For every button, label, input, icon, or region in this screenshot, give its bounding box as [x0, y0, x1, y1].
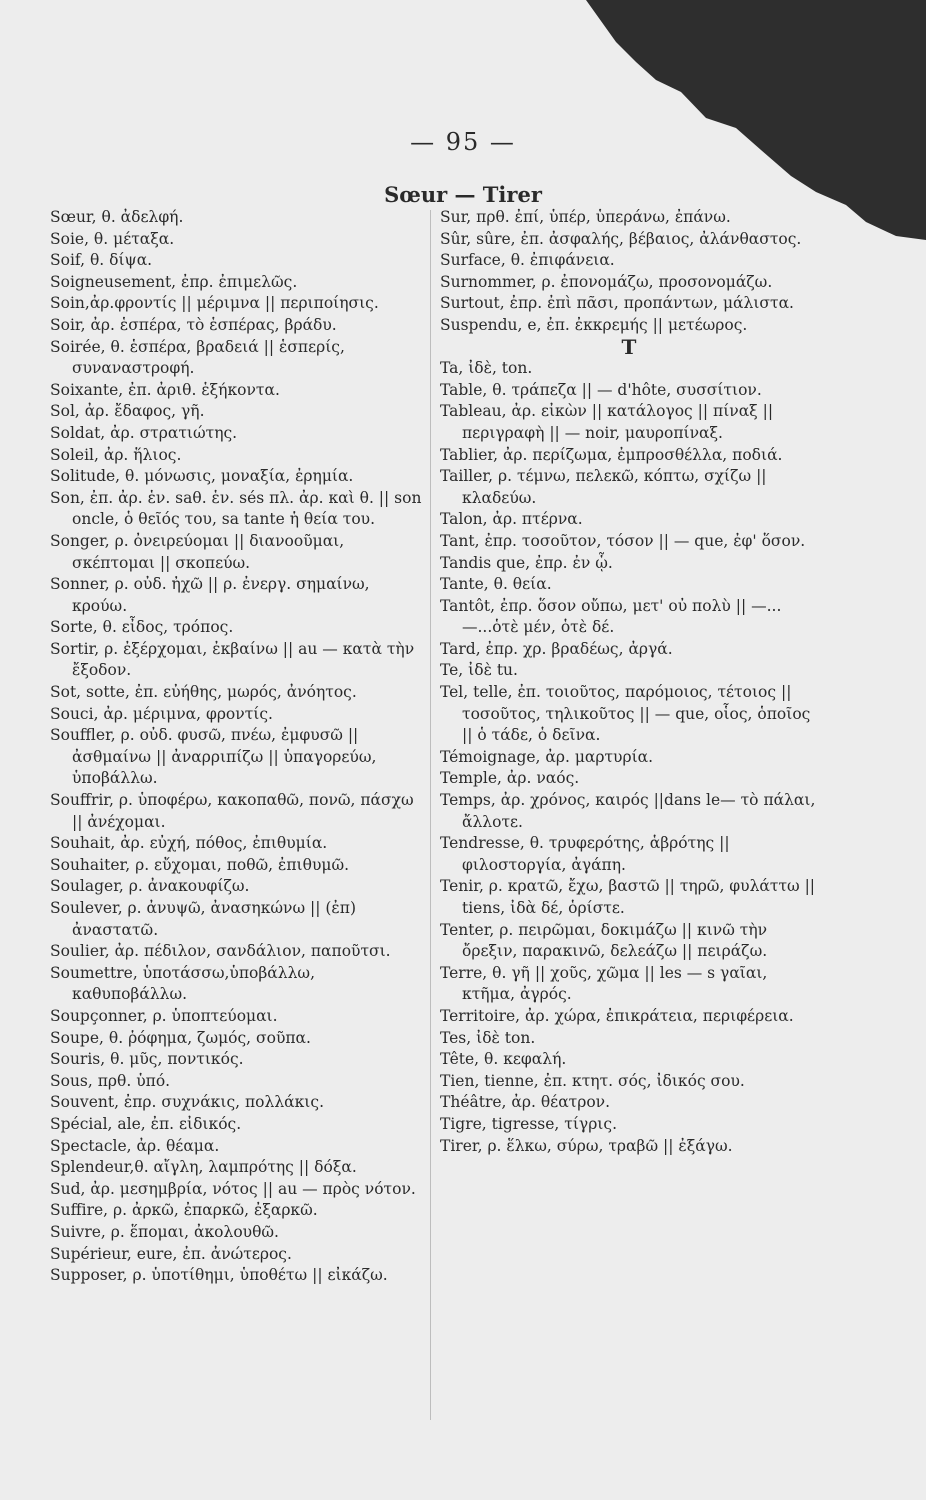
entry: Soie, θ. μέταξα. [50, 229, 175, 248]
entry: Tête, θ. κεφαλή. [440, 1050, 567, 1069]
entry: Temple, ἀρ. ναός. [440, 769, 580, 788]
entry: Soixante, ἐπ. ἀριθ. ἑξήκοντα. [50, 380, 280, 399]
column-divider [430, 210, 431, 1420]
entry: Souris, θ. μῦς, ποντικός. [50, 1050, 244, 1069]
entry: Soldat, ἀρ. στρατιώτης. [50, 423, 238, 442]
entry: Supposer, ρ. ὑποτίθημι, ὑποθέτω || εἰκάζω. [50, 1266, 388, 1285]
entry: Sorte, θ. εἶδος, τρόπος. [50, 618, 234, 637]
entry: Tes, ἰδὲ ton. [440, 1028, 536, 1047]
entry: Tant, ἐπρ. τοσοῦτον, τόσον || — que, ἐφ' ὅσον. [440, 531, 806, 550]
entry: Tenir, ρ. κρατῶ, ἔχω, βαστῶ || τηρῶ, φυλάττω || tiens, ἰδὰ δέ, ὁρίστε. [440, 877, 816, 917]
right-column [440, 207, 818, 1157]
entry: Tantôt, ἐπρ. ὅσον οὔπω, μετ' οὐ πολὺ || —...—...ὁτὲ μέν, ὁτὲ δέ. [440, 596, 782, 637]
entry: Son, ἐπ. ἀρ. ἑν. saθ. ἑν. sés πλ. ἀρ. καὶ θ. || son oncle, ὁ θεῖός του, sa tante ἡ θεία του. [50, 488, 422, 529]
entry: Soif, θ. δίψα. [50, 251, 153, 270]
entry: Soulier, ἀρ. πέδιλον, σανδάλιον, παποῦτσι. [50, 942, 391, 961]
left-column [50, 207, 422, 1287]
entry: Souhaiter, ρ. εὔχομαι, ποθῶ, ἐπιθυμῶ. [50, 855, 350, 874]
entry: Te, ἰδὲ tu. [440, 661, 518, 680]
entry: Territoire, ἀρ. χώρα, ἐπικράτεια, περιφέρεια. [440, 1006, 794, 1025]
entry: Suffire, ρ. ἀρκῶ, ἐπαρκῶ, ἐξαρκῶ. [50, 1201, 318, 1220]
entry: Supérieur, eure, ἐπ. ἀνώτερος. [50, 1244, 292, 1263]
entry: Suivre, ρ. ἕπομαι, ἀκολουθῶ. [50, 1222, 279, 1241]
entry: Soupçonner, ρ. ὑποπτεύομαι. [50, 1006, 278, 1025]
entry: Spectacle, ἀρ. θέαμα. [50, 1136, 220, 1155]
entry: Sortir, ρ. ἐξέρχομαι, ἐκβαίνω || au — κατὰ τὴν ἔξοδον. [50, 639, 415, 680]
entry: Ta, ἰδὲ, ton. [440, 359, 533, 378]
entry: Tandis que, ἐπρ. ἐν ᾧ. [440, 553, 613, 572]
entry: Surtout, ἐπρ. ἐπὶ πᾶσι, προπάντων, μάλιστα. [440, 294, 794, 313]
entry: Sur, πρθ. ἐπί, ὑπέρ, ὑπεράνω, ἐπάνω. [440, 208, 731, 226]
entry: Splendeur,θ. αἴγλη, λαμπρότης || δόξα. [50, 1158, 357, 1177]
entry: Souffrir, ρ. ὑποφέρω, κακοπαθῶ, πονῶ, πάσχω || ἀνέχομαι. [50, 791, 414, 831]
entry: Sonner, ρ. οὐδ. ἠχῶ || ρ. ἐνεργ. σημαίνω, κρούω. [50, 575, 370, 615]
entry: Spécial, ale, ἐπ. εἰδικός. [50, 1114, 242, 1133]
entry: Tenter, ρ. πειρῶμαι, δοκιμάζω || κινῶ τὴν ὄρεξιν, παρακινῶ, δελεάζω || πειράζω. [440, 920, 768, 961]
entry: Souhait, ἀρ. εὐχή, πόθος, ἐπιθυμία. [50, 834, 328, 853]
entry: Tard, ἐπρ. χρ. βραδέως, ἀργά. [440, 639, 673, 658]
entry: Tante, θ. θεία. [440, 575, 552, 594]
entry: Soulever, ρ. ἀνυψῶ, ἀνασηκώνω || (ἐπ) ἀναστατῶ. [50, 899, 356, 939]
entry: Sûr, sûre, ἐπ. ἀσφαλής, βέβαιος, ἀλάνθαστος. [440, 229, 802, 248]
entry: Témoignage, ἀρ. μαρτυρία. [440, 747, 654, 766]
entry: Suspendu, e, ἐπ. ἐκκρεμής || μετέωρος. [440, 315, 748, 334]
entry: Soulager, ρ. ἀνακουφίζω. [50, 877, 250, 896]
entry: Sous, πρθ. ὑπό. [50, 1071, 171, 1090]
entry: Surface, θ. ἐπιφάνεια. [440, 251, 615, 270]
entry: Solitude, θ. μόνωσις, μοναξία, ἐρημία. [50, 467, 354, 486]
entry: Tailler, ρ. τέμνω, πελεκῶ, κόπτω, σχίζω || κλαδεύω. [440, 467, 767, 507]
entry: Tableau, ἀρ. εἰκὼν || κατάλογος || πίναξ || περιγραφὴ || — noir, μαυροπίναξ. [440, 402, 774, 442]
entry: Soupe, θ. ῥόφημα, ζωμός, σοῦπα. [50, 1028, 311, 1047]
entry: Table, θ. τράπεζα || — d'hôte, συσσίτιον. [440, 380, 762, 399]
entry: Soir, ἀρ. ἑσπέρα, τὸ ἑσπέρας, βράδυ. [50, 315, 337, 334]
entry: Sud, ἀρ. μεσημβρία, νότος || au — πρὸς νότον. [50, 1179, 416, 1198]
entry: Terre, θ. γῆ || χοῦς, χῶμα || les — s γαῖαι, κτῆμα, ἀγρός. [440, 963, 768, 1004]
entry: Talon, ἀρ. πτέρνα. [440, 510, 583, 529]
entry: Soirée, θ. ἑσπέρα, βραδειά || ἑσπερίς, συναναστροφή. [50, 337, 345, 378]
section-letter: T [621, 334, 637, 359]
entry: Théâtre, ἀρ. θέατρον. [440, 1093, 611, 1112]
entry: Temps, ἀρ. χρόνος, καιρός ||dans le— τὸ πάλαι, ἄλλοτε. [440, 791, 816, 831]
entry: Soleil, ἀρ. ἥλιος. [50, 445, 182, 464]
entry: Sœur, θ. ἀδελφή. [50, 208, 184, 226]
entry: Souci, ἀρ. μέριμνα, φροντίς. [50, 704, 273, 723]
page-number: — 95 — [410, 128, 516, 156]
entry: Soigneusement, ἐπρ. ἐπιμελῶς. [50, 272, 298, 291]
entry: Tendresse, θ. τρυφερότης, ἁβρότης || φιλοστοργία, ἀγάπη. [440, 834, 730, 874]
entry: Tablier, ἀρ. περίζωμα, ἐμπροσθέλλα, ποδιά. [440, 445, 783, 464]
entry: Tel, telle, ἐπ. τοιοῦτος, παρόμοιος, τέτοιος || τοσοῦτος, τηλικοῦτος || — que, οἷος, ὁποῖος || ὁ τάδε, ὁ δεῖνα. [440, 683, 811, 745]
entry: Sol, ἀρ. ἔδαφος, γῆ. [50, 402, 205, 421]
entry: Tirer, ρ. ἕλκω, σύρω, τραβῶ || ἐξάγω. [440, 1136, 733, 1155]
running-header: Sœur — Tirer [384, 182, 542, 207]
entry: Soin,ἀρ.φροντίς || μέριμνα || περιποίησις. [50, 294, 379, 313]
entry: Songer, ρ. ὀνειρεύομαι || διανοοῦμαι, σκέπτομαι || σκοπεύω. [50, 531, 345, 572]
entry: Soumettre, ὑποτάσσω,ὑποβάλλω, καθυποβάλλω. [50, 963, 315, 1004]
entry: Souvent, ἐπρ. συχνάκις, πολλάκις. [50, 1093, 324, 1112]
entry: Surnommer, ρ. ἐπονομάζω, προσονομάζω. [440, 272, 773, 291]
entry: Sot, sotte, ἐπ. εὐήθης, μωρός, ἀνόητος. [50, 683, 357, 702]
entry: Tien, tienne, ἐπ. κτητ. σός, ἰδικός σου. [440, 1071, 745, 1090]
entry: Souffler, ρ. οὐδ. φυσῶ, πνέω, ἐμφυσῶ || ἀσθμαίνω || ἀναρριπίζω || ὑπαγορεύω, ὑποβάλλω. [50, 726, 377, 788]
entry: Tigre, tigresse, τίγρις. [440, 1114, 617, 1133]
